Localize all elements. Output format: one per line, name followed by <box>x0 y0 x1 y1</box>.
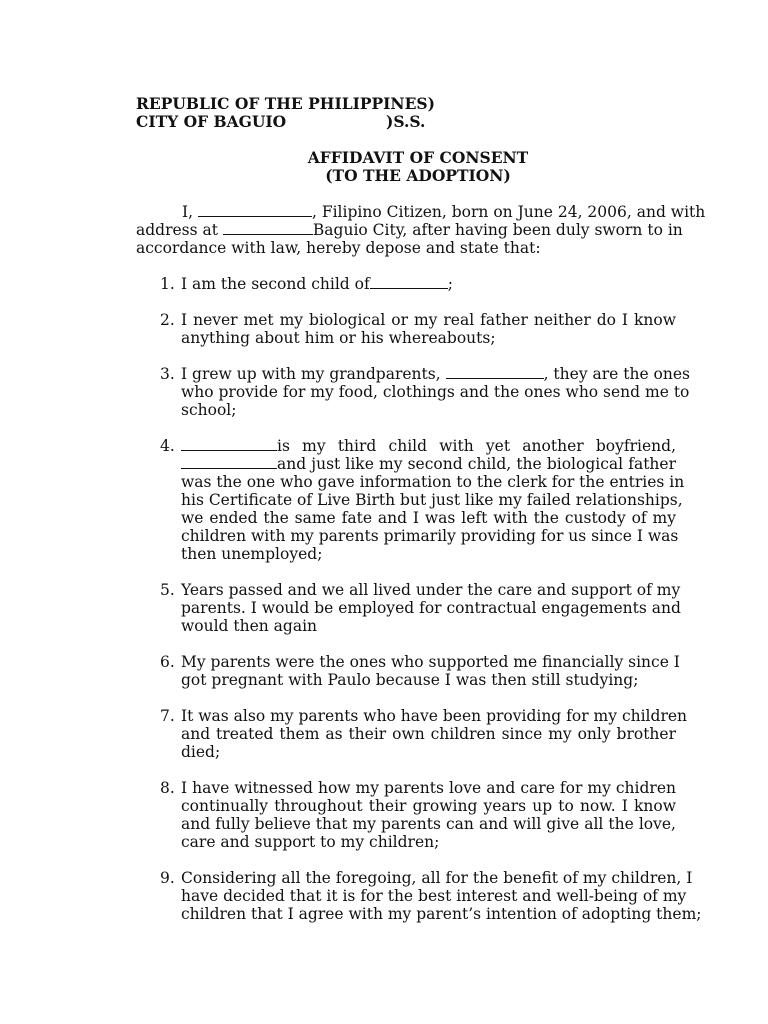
item-text <box>181 275 676 293</box>
item-line: My parents were the ones who supported me financially since I <box>181 653 680 671</box>
item-number: 2. <box>160 311 175 329</box>
item-line <box>181 437 676 455</box>
item-text <box>181 311 676 347</box>
item-text-part: , they are the ones <box>543 365 691 383</box>
grandparents-blank <box>446 366 544 379</box>
item-line: anything about him or his whereabouts; <box>181 329 496 347</box>
item-number: 6. <box>160 653 175 671</box>
item-line <box>181 365 691 383</box>
item-number: 1. <box>160 275 175 293</box>
item-text-part: and just like my second child, the biological father <box>277 455 676 473</box>
intro-text: , Filipino Citizen, born on June 24, 2006, and with <box>311 203 706 221</box>
item-line: continually throughout their growing years up to now. I know <box>181 797 676 815</box>
item-line: would then again <box>181 617 318 635</box>
item-line: have decided that it is for the best interest and well-being of my <box>181 887 687 905</box>
item-text <box>181 869 702 923</box>
intro-line-3: accordance with law, hereby depose and state that: <box>136 239 541 257</box>
header-republic: REPUBLIC OF THE PHILIPPINES) <box>136 94 435 113</box>
item-line: who provide for my food, clothings and the ones who send me to <box>181 383 690 401</box>
item-number: 5. <box>160 581 175 599</box>
header-city: CITY OF BAGUIO <box>136 112 287 131</box>
title-line-1: AFFIDAVIT OF CONSENT <box>307 148 529 167</box>
boyfriend-blank <box>181 456 277 469</box>
venue-header <box>136 95 435 131</box>
item-line: children that I agree with my parent’s intention of adopting them; <box>181 905 702 923</box>
intro-text: I, <box>182 203 198 221</box>
child-blank <box>181 438 277 451</box>
item-line: school; <box>181 401 237 419</box>
item-number: 3. <box>160 365 175 383</box>
item-text <box>181 365 691 419</box>
document-title <box>0 149 768 185</box>
item-number: 8. <box>160 779 175 797</box>
item-line: Considering all the foregoing, all for the benefit of my children, I <box>181 869 693 887</box>
item-line: his Certificate of Live Birth but just like my failed relationships, <box>181 491 683 509</box>
item-number: 4. <box>160 437 175 455</box>
item-line: parents. I would be employed for contractual engagements and <box>181 599 681 617</box>
item-line: died; <box>181 743 221 761</box>
address-blank <box>223 222 313 235</box>
title-line-2: (TO THE ADOPTION) <box>325 166 511 185</box>
item-line <box>181 455 676 473</box>
item-line: we ended the same fate and I was left with the custody of my <box>181 509 676 527</box>
item-line: was the one who gave information to the clerk for the entries in <box>181 473 685 491</box>
item-line: children with my parents primarily providing for us since I was <box>181 527 679 545</box>
item-text <box>181 437 685 563</box>
intro-text: Baguio City, after having been duly sworn to in <box>312 221 683 239</box>
item-text-part: is my third child with yet another boyfriend, <box>277 437 676 455</box>
parent-blank <box>370 276 448 289</box>
header-ss: )S.S. <box>386 112 426 131</box>
item-text <box>181 707 688 761</box>
item-line: I never met my biological or my real father neither do I know <box>181 311 676 329</box>
item-number: 7. <box>160 707 175 725</box>
item-line: care and support to my children; <box>181 833 440 851</box>
item-line <box>181 275 676 293</box>
item-text <box>181 653 680 689</box>
item-text <box>181 581 681 635</box>
item-line: then unemployed; <box>181 545 323 563</box>
item-line: and fully believe that my parents can and will give all the love, <box>181 815 676 833</box>
item-line: and treated them as their own children since my only brother <box>181 725 676 743</box>
intro-paragraph <box>136 203 706 257</box>
item-text-part: I am the second child of <box>181 275 370 293</box>
item-text-part: I grew up with my grandparents, <box>181 365 446 383</box>
intro-line-2 <box>136 221 683 239</box>
item-line: Years passed and we all lived under the care and support of my <box>181 581 681 599</box>
item-text-part: ; <box>447 275 453 293</box>
item-line: got pregnant with Paulo because I was then still studying; <box>181 671 639 689</box>
item-line: I have witnessed how my parents love and care for my chidren <box>181 779 676 797</box>
intro-line-1 <box>136 203 706 221</box>
item-line: It was also my parents who have been providing for my children <box>181 707 688 725</box>
name-blank <box>198 204 312 217</box>
item-number: 9. <box>160 869 175 887</box>
item-text <box>181 779 676 851</box>
intro-text: address at <box>136 221 223 239</box>
